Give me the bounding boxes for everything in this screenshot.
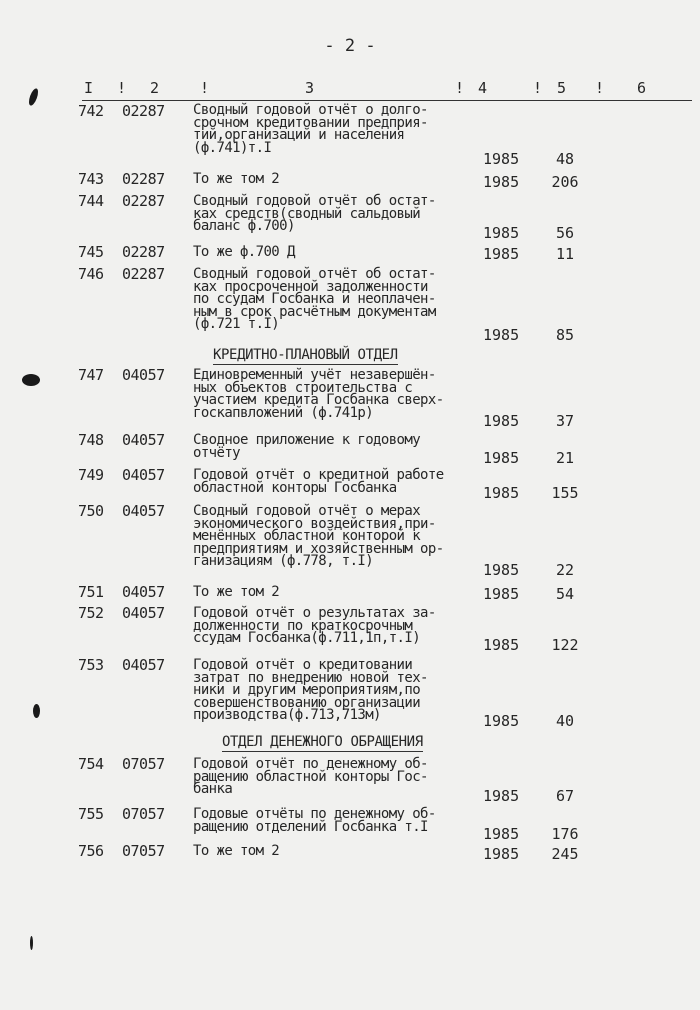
col-sep: !: [533, 79, 543, 97]
fund-code: 04057: [122, 583, 165, 601]
item-year: 1985: [483, 712, 520, 730]
fund-code: 02287: [122, 102, 165, 120]
fund-code: 02287: [122, 265, 165, 283]
fund-code: 07057: [122, 805, 165, 823]
item-year: 1985: [483, 173, 520, 191]
ink-mark: [30, 936, 33, 950]
item-year: 1985: [483, 224, 520, 242]
item-year: 1985: [483, 484, 520, 502]
fund-code: 04057: [122, 466, 165, 484]
ink-blot: [22, 374, 40, 386]
item-year: 1985: [483, 787, 520, 805]
section-heading: КРЕДИТНО-ПЛАНОВЫЙ ОТДЕЛ: [213, 347, 398, 363]
col-sep: !: [200, 79, 210, 97]
item-count: 40: [555, 712, 575, 730]
item-count: 54: [555, 585, 575, 603]
item-count: 11: [555, 245, 575, 263]
item-count: 85: [555, 326, 575, 344]
item-number: 748: [78, 431, 104, 449]
item-number: 742: [78, 102, 104, 120]
item-year: 1985: [483, 825, 520, 843]
item-number: 749: [78, 466, 104, 484]
col-header-4: 4: [478, 79, 488, 97]
item-year: 1985: [483, 585, 520, 603]
col-header-5: 5: [557, 79, 567, 97]
item-title: Годовые отчёты по денежному об- ращению отделений Госбанка т.I: [193, 806, 436, 835]
item-number: 753: [78, 656, 104, 674]
item-count: 21: [555, 449, 575, 467]
item-number: 750: [78, 502, 104, 520]
item-title: Сводный годовой отчёт о мерах экономического воздействия,при- менённых областной конторой к предприятиям и хозяйственным ор- ганизациям (ф.778, т.I): [193, 503, 444, 570]
item-title: Сводное приложение к годовому отчёту: [193, 432, 421, 461]
col-sep: !: [117, 79, 127, 97]
item-title: Сводный годовой отчёт о долго- срочном кредитовании предприя- тий,организаций и населения (ф.741)т.I: [193, 102, 428, 156]
item-count: 37: [555, 412, 575, 430]
item-year: 1985: [483, 845, 520, 863]
item-title: Годовой отчёт о кредитовании затрат по внедрению новой тех- ники и другим мероприятиям,по совершенствованию организации производства(ф.713,713м): [193, 657, 428, 724]
ink-mark: [27, 87, 40, 106]
item-title: То же том 2: [193, 843, 280, 859]
item-title: Сводный годовой отчёт об остат- ках средств(сводный сальдовый баланс ф.700): [193, 193, 436, 235]
item-number: 745: [78, 243, 104, 261]
item-year: 1985: [483, 636, 520, 654]
page-number: - 2 -: [324, 36, 376, 56]
item-number: 752: [78, 604, 104, 622]
item-title: Годовой отчёт о результатах за- долженности по краткосрочным ссудам Госбанка(ф.711,1п,т.I): [193, 605, 436, 647]
item-number: 751: [78, 583, 104, 601]
fund-code: 04057: [122, 366, 165, 384]
item-count: 56: [555, 224, 575, 242]
item-title: Годовой отчёт о кредитной работе областной конторы Госбанка: [193, 467, 444, 496]
col-header-3: 3: [305, 79, 315, 97]
col-sep: !: [595, 79, 605, 97]
item-count: 176: [551, 825, 579, 843]
item-count: 245: [551, 845, 579, 863]
col-header-1: I: [84, 79, 94, 97]
item-count: 48: [555, 150, 575, 168]
item-number: 747: [78, 366, 104, 384]
item-number: 754: [78, 755, 104, 773]
fund-code: 02287: [122, 170, 165, 188]
item-number: 746: [78, 265, 104, 283]
item-year: 1985: [483, 561, 520, 579]
fund-code: 07057: [122, 755, 165, 773]
section-heading: ОТДЕЛ ДЕНЕЖНОГО ОБРАЩЕНИЯ: [222, 734, 423, 750]
item-title: То же том 2: [193, 584, 280, 600]
item-title: Сводный годовой отчёт об остат- ках просроченной задолженности по ссудам Госбанка и неоплачен- ным в срок расчётным документам (ф.721 т.I): [193, 266, 436, 333]
item-count: 67: [555, 787, 575, 805]
item-title: Единовременный учёт незавершён- ных объектов строительства с участием кредита Госбанка сверх- госкапвложений (ф.741р): [193, 367, 444, 421]
item-title: Годовой отчёт по денежному об- ращению областной конторы Гос- банка: [193, 756, 428, 798]
item-count: 206: [551, 173, 579, 191]
col-header-6: 6: [637, 79, 647, 97]
item-number: 743: [78, 170, 104, 188]
item-year: 1985: [483, 150, 520, 168]
col-sep: !: [455, 79, 465, 97]
item-year: 1985: [483, 245, 520, 263]
col-header-2: 2: [150, 79, 160, 97]
item-number: 756: [78, 842, 104, 860]
item-title: То же ф.700 Д: [193, 244, 295, 260]
item-year: 1985: [483, 449, 520, 467]
fund-code: 04057: [122, 604, 165, 622]
item-title: То же том 2: [193, 171, 280, 187]
fund-code: 02287: [122, 243, 165, 261]
item-year: 1985: [483, 326, 520, 344]
item-year: 1985: [483, 412, 520, 430]
fund-code: 04057: [122, 656, 165, 674]
item-number: 744: [78, 192, 104, 210]
fund-code: 04057: [122, 431, 165, 449]
ink-mark: [33, 704, 40, 718]
item-count: 122: [551, 636, 579, 654]
fund-code: 02287: [122, 192, 165, 210]
item-count: 22: [555, 561, 575, 579]
fund-code: 07057: [122, 842, 165, 860]
item-number: 755: [78, 805, 104, 823]
fund-code: 04057: [122, 502, 165, 520]
item-count: 155: [551, 484, 579, 502]
